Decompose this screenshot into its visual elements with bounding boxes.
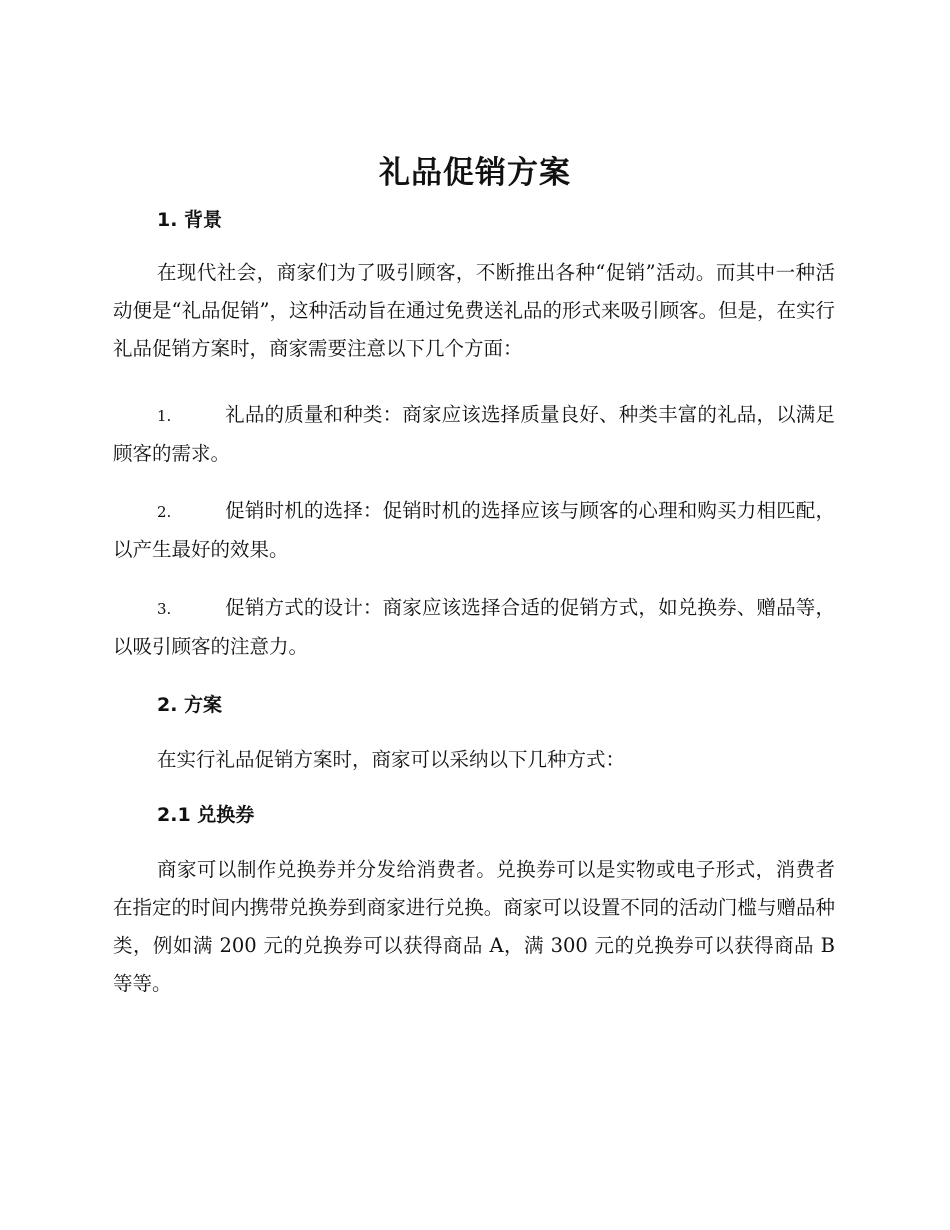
background-intro-paragraph: 在现代社会，商家们为了吸引顾客，不断推出各种“促销”活动。而其中一种活动便是“礼品促销”，这种活动旨在通过免费送礼品的形式来吸引顾客。但是，在实行礼品促销方案时，商家需要注意以下几个方面： [113, 261, 835, 360]
document-title: 礼品促销方案 [379, 155, 571, 191]
list-item [113, 492, 835, 569]
section-heading-background: 1. 背景 [157, 209, 223, 231]
coupon-paragraph: 商家可以制作兑换券并分发给消费者。兑换券可以是实物或电子形式，消费者在指定的时间内携带兑换券到商家进行兑换。商家可以设置不同的活动门槛与赠品种类，例如满 200 元的兑换券可以获得商品 A，满 300 元的兑换券可以获得商品 B 等等。 [113, 858, 835, 995]
list-item-text: 促销时机的选择：促销时机的选择应该与顾客的心理和购买力相匹配，以产生最好的效果。 [113, 499, 835, 561]
list-item-number: 1. [157, 407, 172, 425]
list-item-text: 促销方式的设计：商家应该选择合适的促销方式，如兑换券、赠品等，以吸引顾客的注意力。 [113, 596, 835, 658]
subsection-heading-coupon: 2.1 兑换券 [157, 804, 255, 826]
plan-intro-paragraph: 在实行礼品促销方案时，商家可以采纳以下几种方式： [157, 748, 626, 771]
list-item [113, 396, 835, 473]
list-item [113, 589, 835, 666]
list-item-number: 2. [157, 503, 172, 521]
list-item-text: 礼品的质量和种类：商家应该选择质量良好、种类丰富的礼品，以满足顾客的需求。 [113, 403, 835, 465]
section-heading-plan: 2. 方案 [157, 694, 223, 716]
list-item-number: 3. [157, 600, 172, 618]
